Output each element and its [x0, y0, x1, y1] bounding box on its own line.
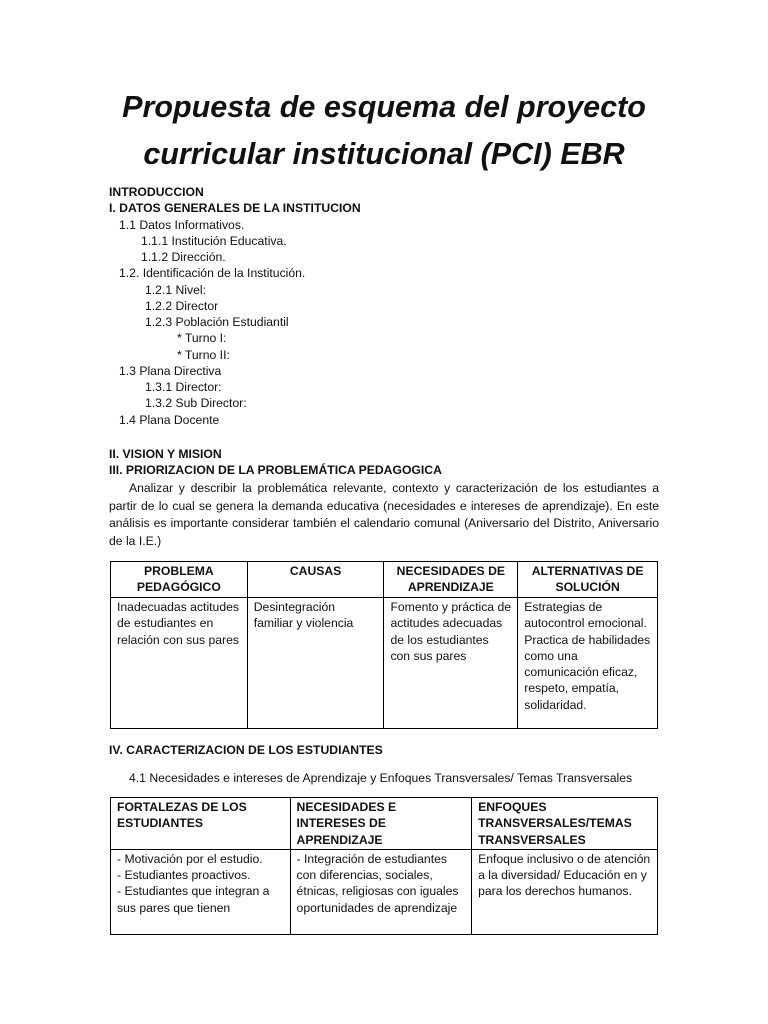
table-cell: - Integración de estudiantes con diferencias, sociales, étnicas, religiosas con iguales oportunidades de aprendizaje: [290, 849, 472, 934]
table-cell: Fomento y práctica de actitudes adecuadas de los estudiantes con sus pares: [384, 598, 518, 729]
table-header-cell: NECESIDADES E INTERESES DE APRENDIZAJE: [290, 798, 472, 850]
table-cell: Enfoque inclusivo o de atención a la diversidad/ Educación en y para los derechos humanos.: [472, 849, 658, 934]
outline-item-1-2-1: 1.2.1 Nivel:: [145, 282, 206, 297]
title-line-1: Propuesta de esquema del proyecto: [122, 90, 646, 124]
section-4-heading: IV. CARACTERIZACION DE LOS ESTUDIANTES: [109, 743, 383, 757]
outline-item-1-3-1: 1.3.1 Director:: [145, 380, 222, 394]
outline: [109, 184, 669, 428]
table-header-cell: ENFOQUES TRANSVERSALES/TEMAS TRANSVERSALES: [472, 798, 658, 850]
outline-introduccion: INTRODUCCION: [109, 185, 204, 199]
table-row: [111, 598, 658, 729]
table-header-cell: CAUSAS: [247, 562, 384, 598]
list-item: - Motivación por el estudio.: [117, 851, 263, 866]
table-cell: Estrategias de autocontrol emocional. Practica de habilidades como una comunicación eficaz, respeto, empatía, solidaridad.: [518, 598, 658, 729]
outline-section-1: I. DATOS GENERALES DE LA INSTITUCION: [109, 201, 361, 216]
section-3-heading: III. PRIORIZACION DE LA PROBLEMÁTICA PEDAGOGICA: [109, 463, 442, 477]
document-title: [60, 84, 708, 178]
title-line-2: curricular institucional (PCI) EBR: [143, 137, 625, 171]
table-header-cell: PROBLEMA PEDAGÓGICO: [111, 562, 248, 598]
outline-item-1-1: 1.1 Datos Informativos.: [119, 217, 245, 232]
list-item: - Estudiantes que integran a sus pares que tienen: [117, 884, 270, 915]
table-cell: [111, 849, 291, 934]
table-header-cell: FORTALEZAS DE LOS ESTUDIANTES: [111, 798, 291, 850]
table-row: [111, 849, 658, 934]
table-header-row: [111, 798, 658, 850]
outline-turno-1: * Turno I:: [177, 331, 227, 346]
list-item: - Estudiantes proactivos.: [117, 868, 251, 883]
outline-item-1-3: 1.3 Plana Directiva: [119, 363, 222, 378]
outline-turno-2: * Turno II:: [177, 347, 230, 362]
caracterizacion-table: [110, 797, 658, 935]
section-4-1-heading: 4.1 Necesidades e intereses de Aprendizaje y Enfoques Transversales/ Temas Transversales: [129, 771, 633, 785]
outline-item-1-4: 1.4 Plana Docente: [119, 412, 220, 427]
section-2-heading: II. VISION Y MISION: [109, 447, 222, 461]
table-cell: Inadecuadas actitudes de estudiantes en relación con sus pares: [111, 598, 248, 729]
outline-item-1-3-2: 1.3.2 Sub Director:: [145, 396, 247, 411]
outline-item-1-2-3: 1.2.3 Población Estudiantil: [145, 315, 289, 329]
table-header-cell: ALTERNATIVAS DE SOLUCIÓN: [518, 562, 658, 598]
outline-item-1-2: 1.2. Identificación de la Institución.: [119, 266, 306, 281]
outline-item-1-1-2: 1.1.2 Dirección.: [141, 250, 226, 264]
problematica-table: [110, 561, 658, 729]
section-3-paragraph: Analizar y describir la problemática relevante, contexto y caracterización de los estudiantes a partir de lo cual se genera la demanda educativa (necesidades e intereses de aprendizaje). En este análisis es importante considerar también el calendario comunal (Aniversario del Distrito, Aniversario de la I.E.): [109, 481, 659, 548]
outline-item-1-2-2: 1.2.2 Director: [145, 298, 219, 313]
outline-item-1-1-1: 1.1.1 Institución Educativa.: [141, 233, 287, 248]
table-cell: Desintegración familiar y violencia: [247, 598, 384, 729]
table-header-cell: NECESIDADES DE APRENDIZAJE: [384, 562, 518, 598]
table-header-row: [111, 562, 658, 598]
